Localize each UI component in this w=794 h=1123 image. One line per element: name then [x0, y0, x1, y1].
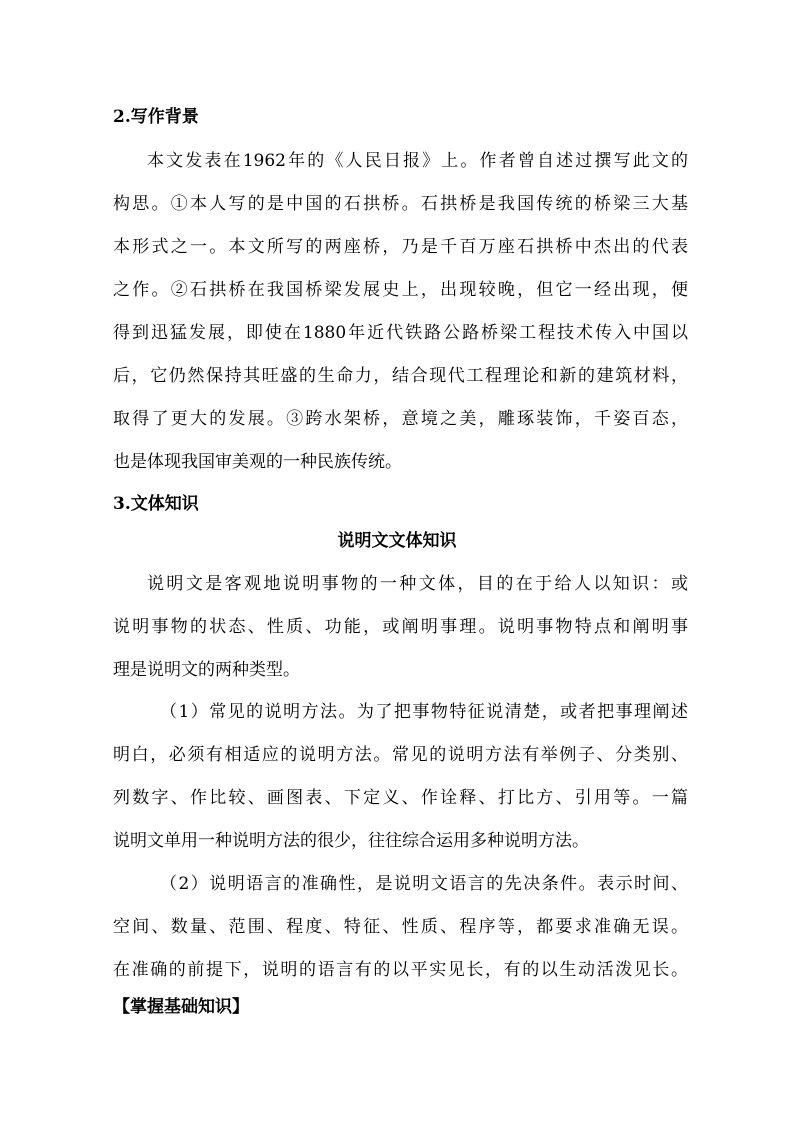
- section-2-line: 后，它仍然保持其旺盛的生命力，结合现代工程理论和新的建筑材料，: [113, 366, 688, 386]
- intro-line: 说明事物的状态、性质、功能，或阐明事理。说明事物特点和阐明事: [113, 617, 688, 637]
- intro-line: 说明文是客观地说明事物的一种文体，目的在于给人以知识：或: [147, 574, 688, 594]
- section-3-title: 说明文文体知识: [337, 531, 457, 551]
- point-1-line: 列数字、作比较、画图表、下定义、作诠释、打比方、引用等。一篇: [113, 788, 688, 808]
- section-2-line: 取得了更大的发展。③跨水架桥，意境之美，雕琢装饰，千姿百态，: [113, 409, 688, 429]
- point-1-line: 说明文单用一种说明方法的很少，往往综合运用多种说明方法。: [113, 831, 589, 851]
- section-2-heading: 2.写作背景: [113, 107, 199, 127]
- point-2-line: 空间、数量、范围、程度、特征、性质、程序等，都要求准确无误。: [113, 917, 688, 937]
- section-2-line: 构思。①本人写的是中国的石拱桥。石拱桥是我国传统的桥梁三大基: [113, 194, 688, 214]
- section-2-line: 本形式之一。本文所写的两座桥，乃是千百万座石拱桥中杰出的代表: [113, 237, 688, 257]
- point-1-line: 明白，必须有相适应的说明方法。常见的说明方法有举例子、分类别、: [113, 745, 688, 765]
- section-2-line: 也是体现我国审美观的一种民族传统。: [113, 452, 402, 472]
- section-tag-heading: 【掌握基础知识】: [113, 997, 249, 1017]
- section-2-line: 得到迅猛发展，即使在1880年近代铁路公路桥梁工程技术传入中国以: [113, 323, 688, 343]
- section-3-heading: 3.文体知识: [113, 494, 199, 514]
- point-2-line: 在准确的前提下，说明的语言有的以平实见长，有的以生动活泼见长。: [113, 960, 688, 980]
- section-2-line: 本文发表在1962年的《人民日报》上。作者曾自述过撰写此文的: [147, 151, 688, 171]
- point-2-line: （2）说明语言的准确性，是说明文语言的先决条件。表示时间、: [160, 874, 688, 894]
- point-1-line: （1）常见的说明方法。为了把事物特征说清楚，或者把事理阐述: [160, 702, 688, 722]
- section-2-line: 之作。②石拱桥在我国桥梁发展史上，出现较晚，但它一经出现，便: [113, 280, 688, 300]
- intro-line: 理是说明文的两种类型。: [113, 660, 300, 680]
